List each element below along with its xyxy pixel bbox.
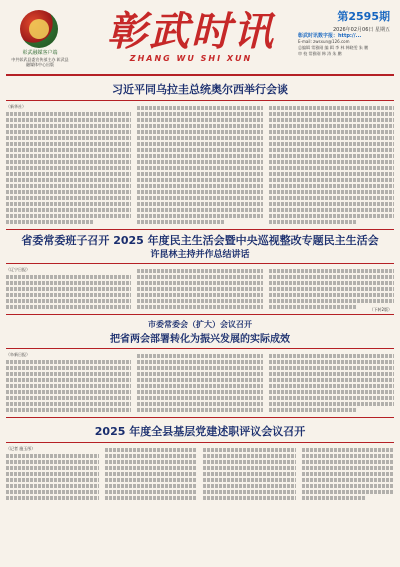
article-3-headline[interactable]: 把省两会部署转化为振兴发展的实际成效: [110, 334, 290, 345]
newspaper-title: [86, 10, 296, 63]
article-4: [6, 417, 394, 502]
logo-emblem-icon: [20, 10, 58, 48]
article-1-body: [6, 104, 394, 226]
text-column: [302, 446, 395, 502]
article-3-byline: （阜新日报）: [6, 352, 30, 357]
email-line[interactable]: E-mail: zwsxun@126.com: [298, 39, 350, 44]
divider: [6, 348, 394, 349]
article-3-kicker: 市委常委会（扩大）会议召开: [148, 320, 252, 329]
text-column: [269, 267, 394, 311]
article-1-headline[interactable]: 习近平同乌拉圭总统奥尔西举行会谈: [112, 83, 288, 96]
text-column: [137, 267, 262, 311]
divider: [6, 417, 394, 418]
title-pinyin: ZHANG WU SHI XUN: [129, 54, 253, 63]
article-2-body: [6, 267, 394, 311]
article-3: [6, 314, 394, 414]
divider: [6, 229, 394, 230]
article-4-byline: （记者 施玉彤）: [6, 446, 36, 451]
issue-date: 2026年02月06日 星期五: [332, 27, 390, 33]
masthead: [6, 4, 394, 76]
article-4-headline[interactable]: 2025 年度全县基层党建述职评议会议召开: [94, 425, 306, 438]
article-1: [6, 81, 394, 226]
article-2: [6, 229, 394, 311]
divider: [6, 263, 394, 264]
text-column: [269, 352, 394, 414]
divider: [6, 442, 394, 443]
logo: [10, 10, 70, 67]
staff-line-1: 总编辑 常雅刚 编 辑 李 林 韩晓雯 朱 鹏: [298, 45, 369, 50]
staff-line-2: 审 校 常雅刚 韩 涛 朱 鹏: [298, 51, 342, 56]
text-column: [6, 352, 131, 414]
text-column: [137, 352, 262, 414]
divider: [6, 314, 394, 315]
divider: [6, 100, 394, 101]
issue-prefix: 第: [337, 10, 349, 23]
text-column: [203, 446, 296, 502]
digital-edition-line[interactable]: 彰武时讯数字报：http://...: [298, 33, 362, 39]
issue-info: [298, 8, 390, 57]
logo-text: 彰武融媒客户端: [22, 50, 58, 56]
title-chinese: 彰武时讯: [107, 8, 275, 55]
article-4-body: [6, 446, 394, 502]
article-2-subhead: 许昆林主持并作总结讲话: [150, 250, 250, 260]
continued-notice: （下转2版）: [369, 307, 392, 312]
issue-value: 2595: [348, 10, 379, 23]
article-2-byline: （辽宁日报）: [6, 267, 30, 272]
logo-subtext: 中共彰武县委宣传部主办 彰武县融媒体中心出版: [11, 56, 69, 67]
article-1-byline: （新华社）: [6, 104, 26, 109]
article-3-body: [6, 352, 394, 414]
text-column: [105, 446, 198, 502]
issue-suffix: 期: [379, 10, 390, 23]
article-2-headline[interactable]: 省委常委班子召开 2025 年度民主生活会暨中央巡视整改专题民主生活会: [21, 234, 379, 247]
text-column: [6, 104, 131, 226]
text-column: [137, 104, 262, 226]
text-column: [269, 104, 394, 226]
text-column: [6, 267, 131, 311]
text-column: [6, 446, 99, 502]
issue-number: [298, 8, 390, 24]
